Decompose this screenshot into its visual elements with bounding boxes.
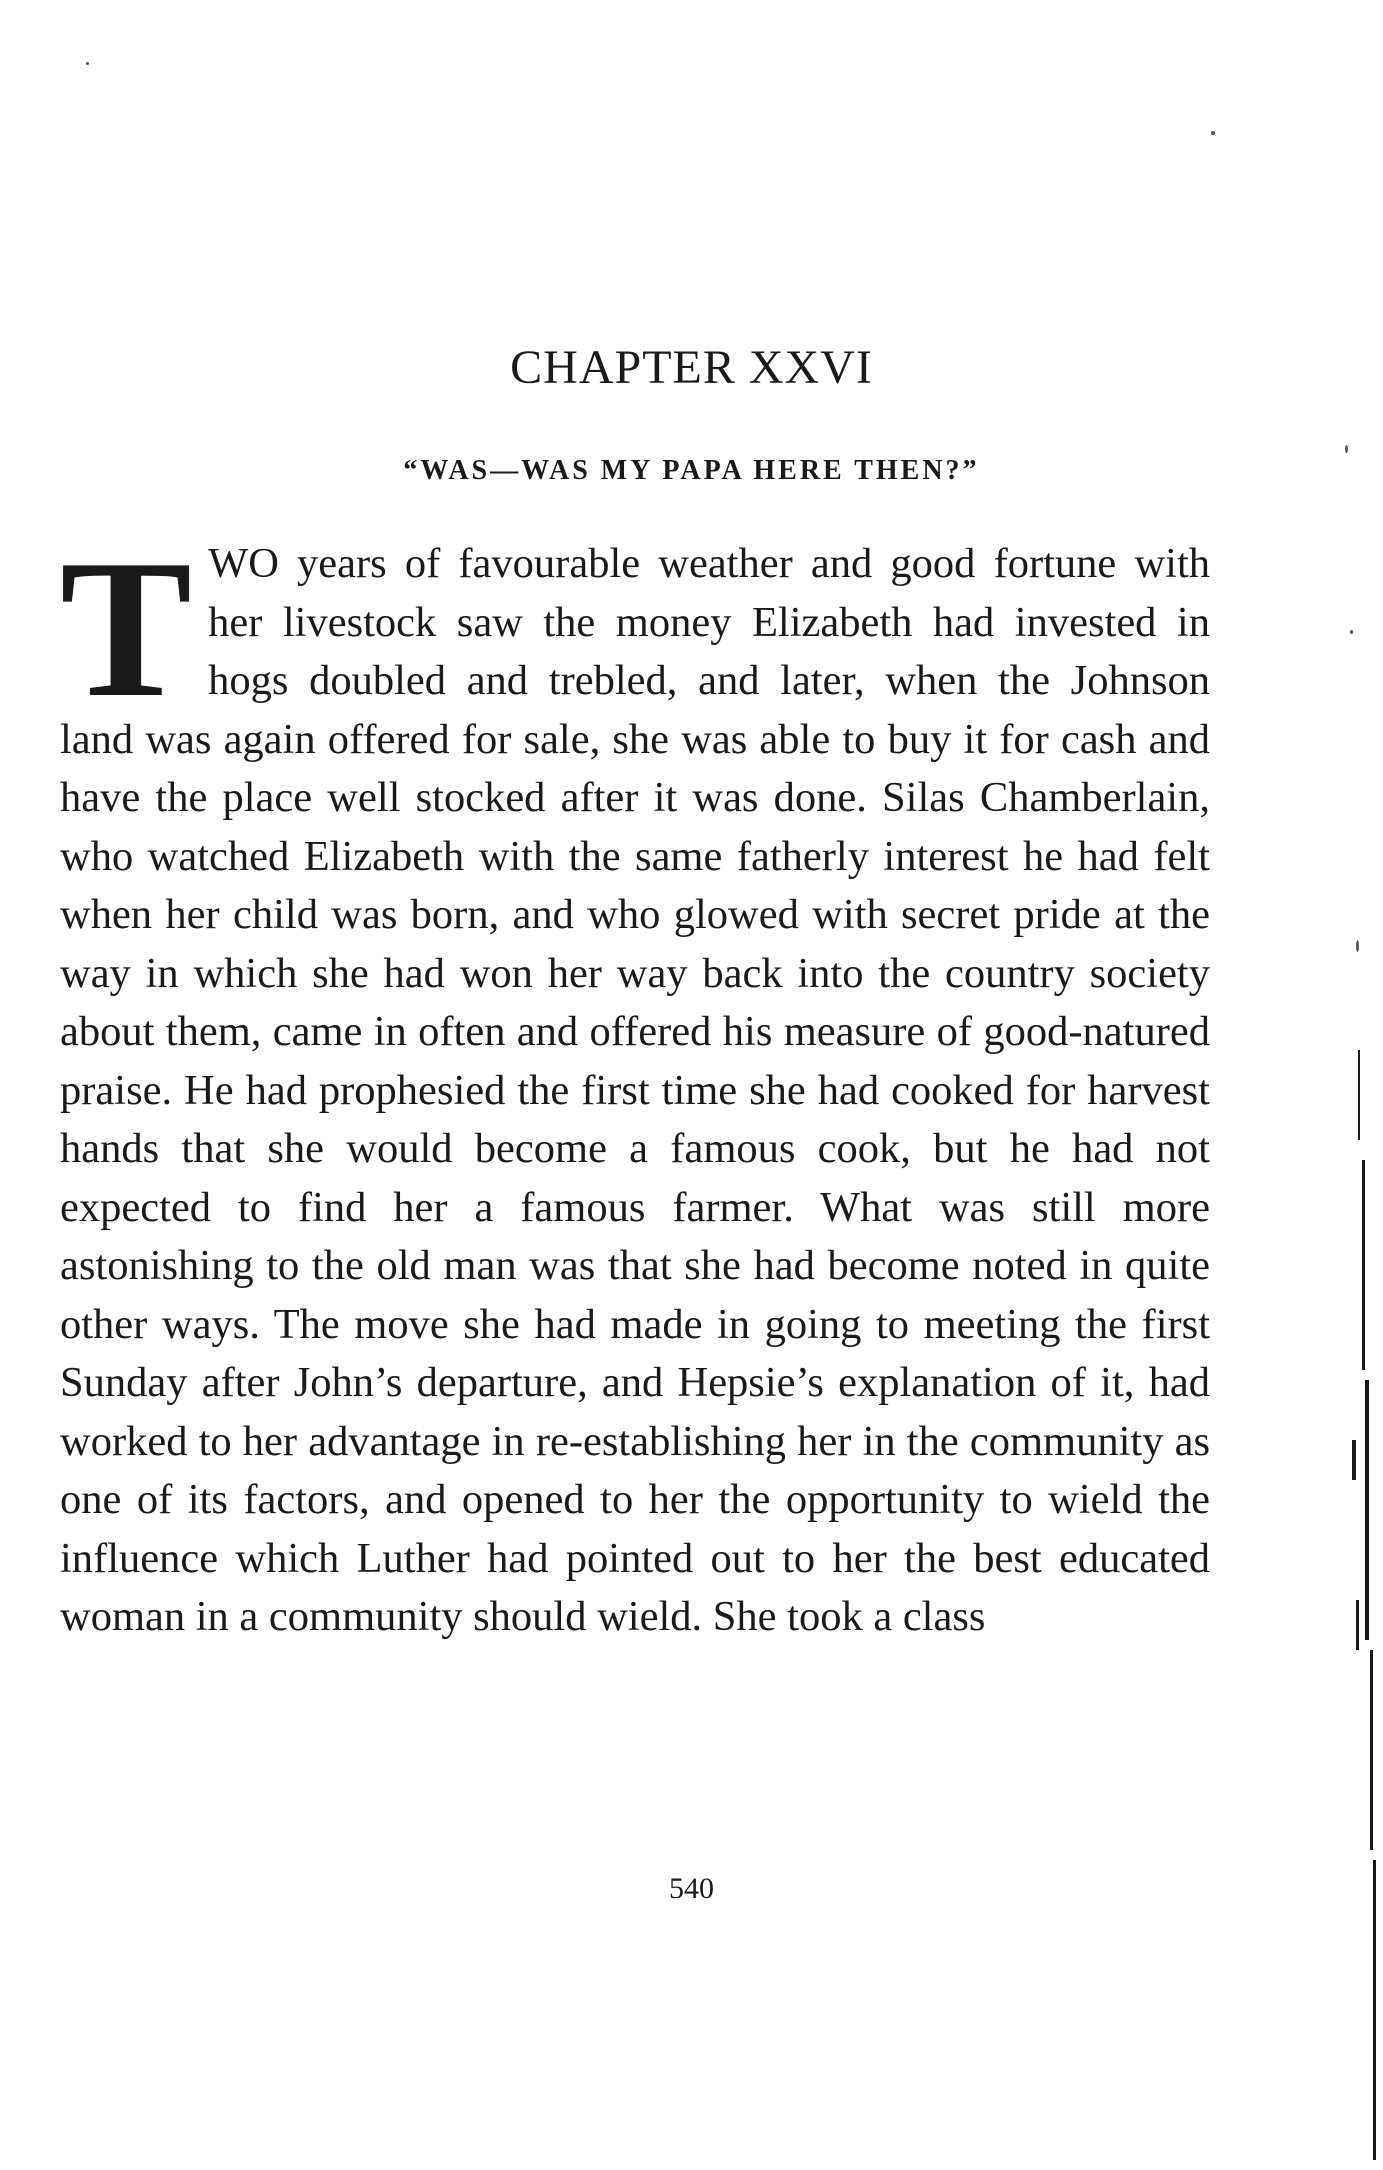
binding-edge-mark bbox=[1356, 1600, 1359, 1650]
binding-edge-mark bbox=[1373, 1860, 1376, 2160]
chapter-subtitle: “WAS—WAS MY PAPA HERE THEN?” bbox=[403, 455, 980, 486]
page-number: 540 bbox=[669, 1872, 714, 1905]
scan-speck bbox=[1211, 131, 1215, 135]
drop-cap: T bbox=[60, 519, 193, 738]
chapter-title: CHAPTER XXVI bbox=[510, 341, 873, 394]
scan-speck bbox=[1350, 630, 1353, 634]
binding-edge-mark bbox=[1358, 1050, 1360, 1140]
binding-edge-mark bbox=[1365, 1380, 1369, 1640]
body-paragraph bbox=[60, 519, 1210, 1647]
binding-edge-mark bbox=[1362, 1160, 1365, 1370]
binding-edge-mark bbox=[1370, 1650, 1373, 1850]
binding-edge-mark bbox=[1352, 1440, 1356, 1480]
scan-speck bbox=[86, 62, 89, 65]
scan-speck bbox=[1356, 940, 1359, 952]
paragraph-text: years of favourable weather and good fortune with her livestock saw the money Elizabeth had invested in hogs doubled and trebled, and later, when the Johnson land was again offered for sale, she was able to buy it for cash and have the place well stocked after it was done. Silas Chamberlain, who watched Elizabeth with the same fatherly interest he had felt when her child was born, and who glowed with secret pride at the way in which she had won her way back into the country society about them, came in often and offered his measure of good-natured praise. He had prophesied the first time she had cooked for harvest hands that she would become a famous cook, but he had not expected to find her a famous farmer. What was still more astonishing to the old man was that she had become noted in quite other ways. The move she had made in going to meeting the first Sunday after John’s departure, and Hepsie’s explanation of it, had worked to her advantage in re-establishing her in the community as one of its factors, and opened to her the opportunity to wield the influence which Luther had pointed out to her the best educated woman in a community should wield. She took a class bbox=[60, 540, 1210, 1640]
scan-speck bbox=[1345, 445, 1348, 453]
first-word-rest: WO bbox=[208, 540, 279, 587]
